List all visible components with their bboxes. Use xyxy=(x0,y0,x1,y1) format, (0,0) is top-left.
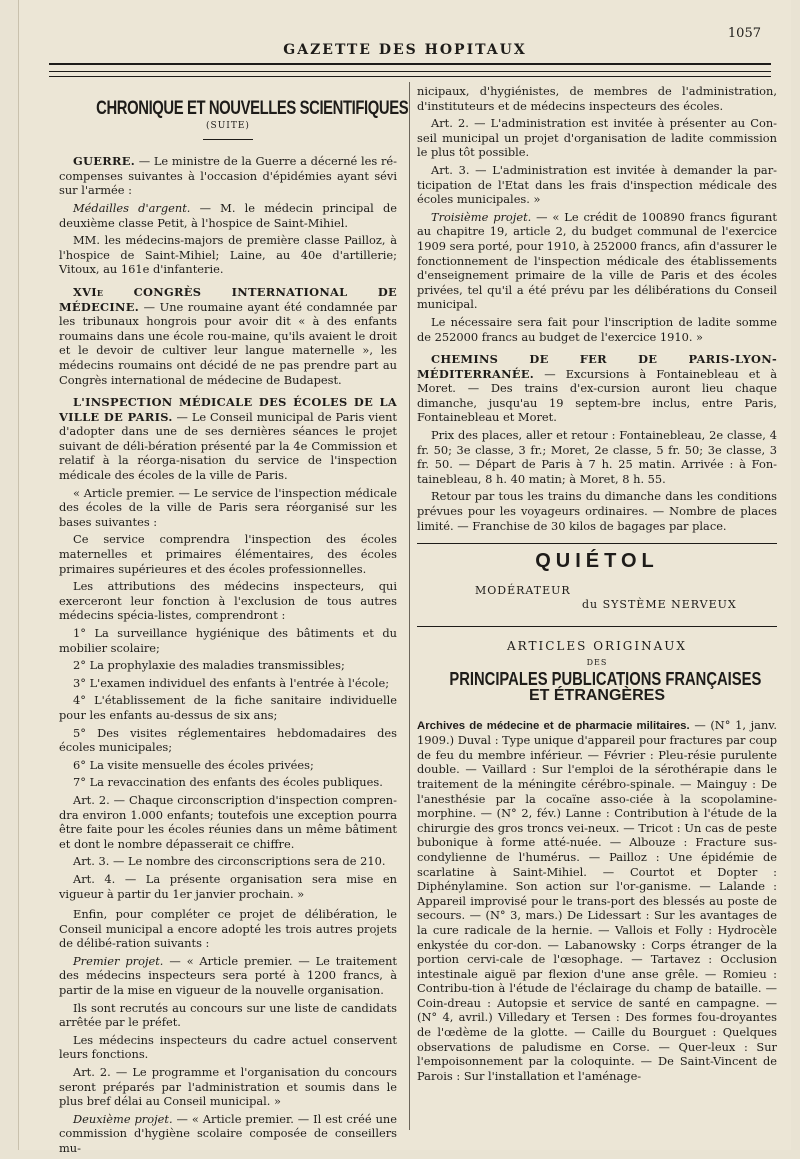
header-double-rule xyxy=(49,63,771,72)
paragraph: Le nécessaire sera fait pour l'inscription de ladite somme de 252000 francs au budget de l'exercice 1910. » xyxy=(417,314,777,344)
paragraph-lead: XVIe CONGRÈS INTERNATIONAL DE MÉDECINE. xyxy=(59,284,397,314)
list-item: 7° La revaccination des enfants des écoles publiques. xyxy=(73,775,383,790)
paragraph: Art. 2. — Le programme et l'organisation du concours seront préparés par l'administration et soumis dans le plus bref délai au Conseil municipal. » xyxy=(59,1065,397,1109)
paragraph: Art. 2. — L'administration est invitée à présenter au Con-seil municipal un projet d'organisation de ladite commission le plus tôt possible. xyxy=(417,116,777,160)
paragraph: Ils sont recrutés au concours sur une liste de candidats arrêtée par le préfet. xyxy=(59,1000,397,1030)
advertisement xyxy=(417,550,777,616)
bibliography xyxy=(417,718,777,1084)
header-rule xyxy=(49,76,771,77)
paragraph xyxy=(59,285,397,387)
ad-line: MODÉRATEUR xyxy=(475,584,571,598)
paragraph: Retour par tous les trains du dimanche dans les conditions prévues pour les voyageurs ordinaires. — Nombre de places limité. — Franchise de 30 kilos de bagages par place. xyxy=(417,489,777,533)
paragraph-lead: Premier projet. xyxy=(73,953,164,968)
page-number: 1057 xyxy=(727,26,761,41)
paragraph-lead: Troisième projet. xyxy=(431,209,532,224)
bibliography-text: — (N° 1, janv. 1909.) Duval : Type unique d'appareil pour fractures par coup de feu du membre inférieur. — Février : Pleu-résie purulente double. — Vaillard : Sur l'emploi de la sérothérapie dans le traitement de la méningite cérébro-spinale. — Mainguy : De l'anesthésie par la cocaïne asso-ciée à la scopolamine-morphine. — (N° 2, fév.) Lanne : Contribution à l'étude de la chirurgie des gros troncs vei-neux. — Tricot : Un cas de peste bubonique à forme atté-nuée. — Albouze : Fracture sus-condylienne de l'humérus. — Pailloz : Une épidémie de scarlatine à Saint-Mihiel. — Courtot et Dopter : Diphénylamine. Son action sur l'or-ganisme. — Lalande : Appareil improvisé pour le trans-port des blessés au poste de secours. — (N° 3, mars.) De Lidessart : Sur les avantages de la cure radicale de la hernie. — Vallois et Folly : Hydrocèle enkystée du cor-don. — Labanowsky : Corps étranger de la portion cervi-cale de l'œsophage. — Tartavez : Occlusion intestinale aiguë par flexion d'une anse grêle. — Romieu : Contribu-tion à l'étude de l'éclairage du champ de bataille. — Coin-dreau : Autopsie et service de santé en campagne. — (N° 4, avril.) Villedary et Tersen : Des formes fou-droyantes de l'œdème de la glotte. — Caille du Bourguet : Quelques observations de paludisme en Corse. — Quer-leux : Sur l'empoisonnement par la coloquinte. — De Saint-Vincent de Parois : Sur l'installation et l'aménage- xyxy=(417,717,777,1083)
paragraph-lead: GUERRE. xyxy=(73,154,136,169)
list-item: 4° L'établissement de la fiche sanitaire individuelle pour les enfants au-dessus de six ans; xyxy=(59,693,397,722)
paragraph: Les médecins inspecteurs du cadre actuel conservent leurs fonctions. xyxy=(59,1032,397,1062)
ad-title: QUIÉTOL xyxy=(535,550,659,573)
newspaper-page xyxy=(18,0,791,1155)
section-subtitle: (SUITE) xyxy=(206,120,250,131)
ad-line: du SYSTÈME NERVEUX xyxy=(582,598,737,612)
paragraph-text: — « Le crédit de 100890 francs figurant au chapitre 19, article 2, du budget communal de l'exercice 1909 sera porté, pour 1910, à 252000 francs, afin d'assurer le fonctionnement de l'inspection médicale des établissements d'enseignement primaire de la ville de Paris et des écoles privées, tel qu'il a été prévu par les délibérations du Conseil municipal. xyxy=(417,209,777,312)
section-title: CHRONIQUE ET NOUVELLES SCIENTIFIQUES xyxy=(96,98,409,119)
paragraph xyxy=(59,201,397,230)
paragraph-text: — Excursions à Fontainebleau et à Moret. — Des trains d'ex-cursion auront lieu chaque dimanche, jusqu'au 19 septem-bre inclus, entre Paris, Fontainebleau et Moret. xyxy=(417,366,777,425)
paragraph: Ce service comprendra l'inspection des écoles maternelles et primaires élémentaires, des écoles primaires supérieures et des écoles professionnelles. xyxy=(59,532,397,576)
list-item: 5° Des visites réglementaires hebdomadaires des écoles municipales; xyxy=(59,725,397,755)
articles-title: PRINCIPALES PUBLICATIONS FRANÇAISES xyxy=(449,669,762,690)
paragraph: Prix des places, aller et retour : Fontainebleau, 2e classe, 4 fr. 50; 3e classe, 3 fr.; Moret, 2e classe, 5 fr. 50; 3e classe, 3 fr. 50. — Départ de Paris à 7 h. 25 matin. Arrivée : à Fon-tainebleau, 8 h. 40 matin; à Moret, 8 h. 55. xyxy=(417,428,777,486)
paragraph-lead: L'INSPECTION MÉDICALE DES ÉCOLES DE LA VILLE DE PARIS. xyxy=(59,395,397,424)
list-item: 1° La surveillance hygiénique des bâtiments et du mobilier scolaire; xyxy=(59,626,397,655)
paragraph-text: — Le ministre de la Guerre a décerné les ré-compenses suivantes à l'occasion d'épidémies ayant sévi sur l'armée : xyxy=(59,154,397,198)
list-item: 6° La visite mensuelle des écoles privées; xyxy=(73,757,314,772)
bibliography-entry xyxy=(417,718,777,1084)
ad-rule-bottom xyxy=(417,626,777,627)
paragraph: Art. 2. — Chaque circonscription d'inspection compren-dra environ 1.000 enfants; toutefois une exception pourra être faite pour les écoles réunies dans un même bâtiment et dont le nombre dépasserait ce chiffre. xyxy=(59,792,397,851)
column-divider xyxy=(409,82,410,1130)
paragraph-lead: Deuxième projet. xyxy=(73,1111,173,1126)
bibliography-journal: Archives de médecine et de pharmacie militaires. xyxy=(417,719,690,732)
paragraph xyxy=(59,395,397,483)
ad-rule-top xyxy=(417,543,777,544)
right-column xyxy=(417,84,777,1086)
paragraph-text: — « Article premier. — Il est créé une commission d'hygiène scolaire composée de conseillers mu- xyxy=(59,1111,397,1155)
articles-title-line2: ET ÉTRANGÈRES xyxy=(528,687,665,704)
paragraph: Les attributions des médecins inspecteurs, qui exerceront leur fonction à l'exclusion de tous autres médecins spécia-listes, comprendront : xyxy=(59,579,397,623)
journal-title: GAZETTE DES HOPITAUX xyxy=(283,42,527,58)
paragraph: nicipaux, d'hygiénistes, de membres de l'administration, d'instituteurs et de médecins inspecteurs des écoles. xyxy=(417,84,777,113)
paragraph-lead: CHEMINS DE FER DE PARIS-LYON-MÉDITERRANÉE. xyxy=(417,352,777,381)
paragraph xyxy=(59,154,397,198)
articles-heading-des: DES xyxy=(586,657,608,667)
articles-heading: ARTICLES ORIGINAUX xyxy=(507,639,687,654)
paragraph-text: — Le Conseil municipal de Paris vient d'adopter dans une de ses dernières séances le projet suivant de déli-bération présenté par la 4e Commission et relatif à la réorga-nisation du service de l'inspection médicale des écoles de la ville de Paris. xyxy=(59,409,397,483)
paragraph: Enfin, pour compléter ce projet de délibération, le Conseil municipal a encore adopté les trois autres projets de délibé-ration suivants : xyxy=(59,907,397,951)
paragraph: « Article premier. — Le service de l'inspection médicale des écoles de la ville de Paris sera réorganisé sur les bases suivantes : xyxy=(59,485,397,529)
section-rule xyxy=(203,139,253,140)
paragraph xyxy=(417,210,777,312)
left-column xyxy=(59,84,409,1159)
paragraph xyxy=(59,954,397,998)
paragraph-text: — Une roumaine ayant été condamnée par les tribunaux hongrois pour avoir dit « à des enfants roumains dans une école rou-maine, qu'ils avaient le droit et le devoir de cultiver leur langue maternelle », les médecins roumains ont décidé de ne pas prendre part au Congrès international de médecine de Budapest. xyxy=(59,299,397,387)
list-item: 3° L'examen individuel des enfants à l'entrée à l'école; xyxy=(73,675,390,690)
paragraph: Art. 4. — La présente organisation sera mise en vigueur à partir du 1er janvier prochain. » xyxy=(59,871,397,901)
paragraph: Art. 3. — L'administration est invitée à demander la par-ticipation de l'Etat dans les frais d'inspection médicale des écoles municipales. » xyxy=(417,162,777,207)
paragraph: Art. 3. — Le nombre des circonscriptions sera de 210. xyxy=(73,854,386,869)
paragraph-lead: Médailles d'argent. xyxy=(73,200,191,215)
paragraph-text: — « Article premier. — Le traitement des médecins inspecteurs sera porté à 1200 francs, à partir de la mise en vigueur de la nouvelle organisation. xyxy=(59,953,398,998)
paragraph xyxy=(417,352,777,425)
list-item: 2° La prophylaxie des maladies transmissibles; xyxy=(73,658,345,673)
paragraph-text: — M. le médecin principal de deuxième classe Petit, à l'hospice de Saint-Mihiel. xyxy=(59,200,397,230)
paragraph: MM. les médecins-majors de première classe Pailloz, à l'hospice de Saint-Mihiel; Laine, au 40e d'artillerie; Vitoux, au 161e d'infanterie. xyxy=(59,233,397,277)
paragraph xyxy=(59,1112,397,1156)
